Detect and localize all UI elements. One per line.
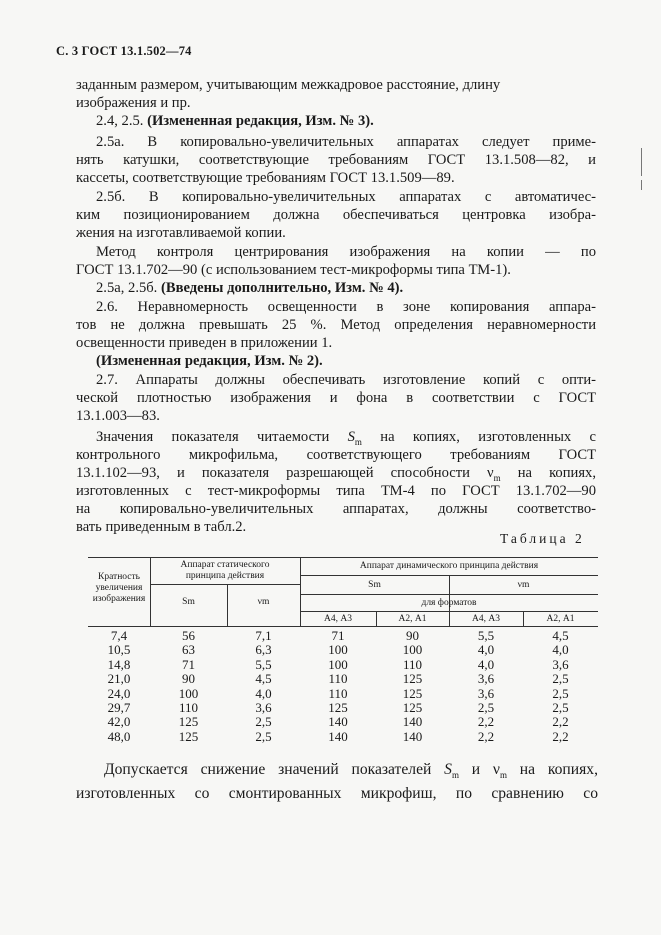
table-cell: 100 [402, 642, 423, 658]
text-line: изготовленных с тест-микроформы типа ТМ-4 по ГОСТ 13.1.702—90 [76, 483, 596, 499]
table-cell: 10,5 [107, 642, 131, 658]
table-cell: 5,5 [255, 656, 272, 672]
table-cell: 14,8 [107, 656, 131, 672]
table-cell: 4,5 [255, 671, 272, 687]
margin-mark [641, 180, 642, 190]
text-line: кассеты, соответствующие требованиям ГОСТ 13.1.509—89. [76, 170, 455, 186]
text-line: контрольного микрофильма, соответствующего требованиям ГОСТ [76, 447, 596, 463]
amendment-text: (Измененная редакция, Изм. № 2). [96, 353, 323, 369]
table-cell: 125 [402, 685, 423, 701]
table-cell: 90 [406, 628, 419, 643]
table-cell: 2,5 [552, 685, 569, 701]
header-static-sm: Sm [182, 597, 195, 607]
text-line: освещенности приведен в приложении 1. [76, 335, 333, 351]
symbol-s: S [347, 429, 355, 445]
table-cell: 125 [178, 714, 199, 730]
table-cell: 4,0 [255, 685, 272, 701]
table-cell: 140 [328, 728, 348, 744]
symbol-subscript: m [354, 436, 362, 447]
header-dynamic-vm: νm [517, 580, 530, 590]
text-line: тов не должна превышать 25 %. Метод определения неравномерности [76, 317, 596, 333]
table-cell: 48,0 [107, 728, 131, 744]
clause-number: 2.5а, 2.5б. [96, 280, 158, 296]
header-dynamic: Аппарат динамического принципа действия [359, 561, 539, 571]
header-ratio: Кратность увеличения изображения [92, 572, 146, 604]
table-cell: 125 [402, 699, 423, 715]
table-cell: 110 [178, 699, 199, 715]
text-line: ГОСТ 13.1.702—90 (с использованием тест-микроформы типа ТМ-1). [76, 262, 511, 278]
text-line: жения на изготавливаемой копии. [76, 225, 286, 241]
symbol-subscript: m [493, 472, 501, 483]
table-cell: 7,1 [255, 628, 272, 643]
table-cell: 21,0 [107, 671, 131, 687]
table-cell: 4,0 [552, 642, 569, 658]
table-cell: 3,6 [255, 699, 272, 715]
amendment-text: (Введены дополнительно, Изм. № 4). [161, 280, 404, 296]
table-cell: 125 [178, 728, 199, 744]
column-static-vm [227, 629, 300, 744]
text-line: вать приведенным в табл.2. [76, 519, 247, 535]
table-cell: 2,5 [552, 699, 569, 715]
text-line: 2.5а. В копировально-увеличительных аппаратах следует приме- [96, 134, 596, 150]
text-line: нять катушки, соответствующие требованиям ГОСТ 13.1.508—82, и [76, 152, 596, 168]
table-cell: 100 [328, 656, 348, 672]
symbol-nu: ν [492, 761, 500, 778]
clause-number: 2.4, 2.5. [96, 113, 144, 129]
table-cell: 4,0 [477, 642, 495, 658]
table-cell: 4,5 [552, 628, 569, 643]
table-cell: 2,5 [255, 714, 272, 730]
column-dyn-sm-a2 [376, 629, 449, 744]
table-cell: 2,2 [552, 728, 569, 744]
header-a2a1: А2, А1 [398, 614, 427, 624]
text-line: 2.6. Неравномерность освещенности в зоне копирования аппара- [96, 299, 596, 315]
table-cell: 56 [182, 628, 195, 643]
table-caption: Таблица 2 [500, 531, 585, 546]
table-cell: 4,0 [477, 656, 495, 672]
amendment-note [96, 279, 596, 297]
column-dyn-vm-a4 [449, 629, 523, 744]
text-line: 13.1.102—93, и показателя разрешающей способности $\nu_m$ на копиях, [76, 465, 596, 483]
table-cell: 2,5 [255, 728, 272, 744]
text-line: 2.7. Аппараты должны обеспечивать изготовление копий с опти- [96, 372, 596, 388]
text-line: 2.5б. В копировально-увеличительных аппаратах с автоматичес- [96, 189, 596, 205]
text-line: заданным размером, учитывающим межкадровое расстояние, длину [76, 77, 501, 93]
margin-mark [641, 148, 642, 176]
table-cell: 140 [402, 728, 423, 744]
table-cell: 24,0 [107, 685, 131, 701]
text-line: Метод контроля центрирования изображения на копии — по [96, 244, 596, 260]
table-cell: 7,4 [110, 628, 128, 643]
page-header: С. 3 ГОСТ 13.1.502—74 [56, 44, 192, 58]
table-cell: 140 [328, 714, 348, 730]
table-cell: 100 [328, 642, 348, 658]
table-cell: 6,3 [255, 642, 272, 658]
table-cell: 90 [182, 671, 195, 687]
column-dyn-sm-a4 [300, 629, 376, 744]
table-cell: 2,2 [552, 714, 569, 730]
table-cell: 3,6 [552, 656, 569, 672]
header-a4a3: А4, А3 [324, 614, 352, 624]
text-line: ким позиционированием должна обеспечиваться центровка изобра- [76, 207, 596, 223]
text-line: 13.1.003—83. [76, 408, 160, 424]
header-static-vm: νm [257, 597, 270, 607]
amendment-note [96, 112, 596, 130]
table-cell: 42,0 [107, 714, 131, 730]
column-static-sm [150, 629, 227, 744]
amendment-text: (Измененная редакция, Изм. № 3). [147, 113, 374, 129]
table-cell: 100 [178, 685, 199, 701]
header-dynamic-sm: Sm [368, 580, 381, 590]
table-cell: 2,2 [477, 728, 495, 744]
text-line: Допускается снижение значений показателей $S_m$ и $\nu_m$ на копиях, [104, 761, 598, 781]
table-cell: 2,2 [477, 714, 495, 730]
text-line: ческой плотностью изображения и фона в соответствии с ГОСТ [76, 390, 596, 406]
header-a4a3: А4, А3 [472, 614, 500, 624]
table-cell: 110 [328, 671, 348, 687]
column-dyn-vm-a2 [523, 629, 598, 744]
table-cell: 125 [402, 671, 423, 687]
table-cell: 110 [328, 685, 348, 701]
table-cell: 3,6 [477, 685, 495, 701]
table-cell: 71 [182, 656, 195, 672]
symbol-s: S [444, 761, 452, 778]
table-cell: 125 [328, 699, 348, 715]
table-cell: 2,5 [552, 671, 569, 687]
table-cell: 140 [402, 714, 423, 730]
header-static: Аппарат статического принципа действия [180, 560, 270, 581]
text-line: изготовленных со смонтированных микрофиш, по сравнению со [76, 785, 598, 802]
column-ratio [88, 629, 150, 744]
header-formats: для форматов [421, 598, 477, 608]
text-line: на копировально-увеличительных аппаратах, должны соответство- [76, 501, 596, 517]
table-cell: 29,7 [107, 699, 131, 715]
table-cell: 5,5 [477, 628, 495, 643]
symbol-nu: ν [487, 465, 494, 481]
table-cell: 63 [182, 642, 195, 658]
table-cell: 110 [402, 656, 423, 672]
header-a2a1: А2, А1 [546, 614, 575, 624]
table-cell: 2,5 [477, 699, 495, 715]
table-cell: 3,6 [477, 671, 495, 687]
text-line: Значения показателя читаемости $S_m$ на копиях, изготовленных с [96, 429, 596, 447]
text-line: изображения и пр. [76, 95, 191, 111]
table-cell: 71 [331, 628, 345, 643]
